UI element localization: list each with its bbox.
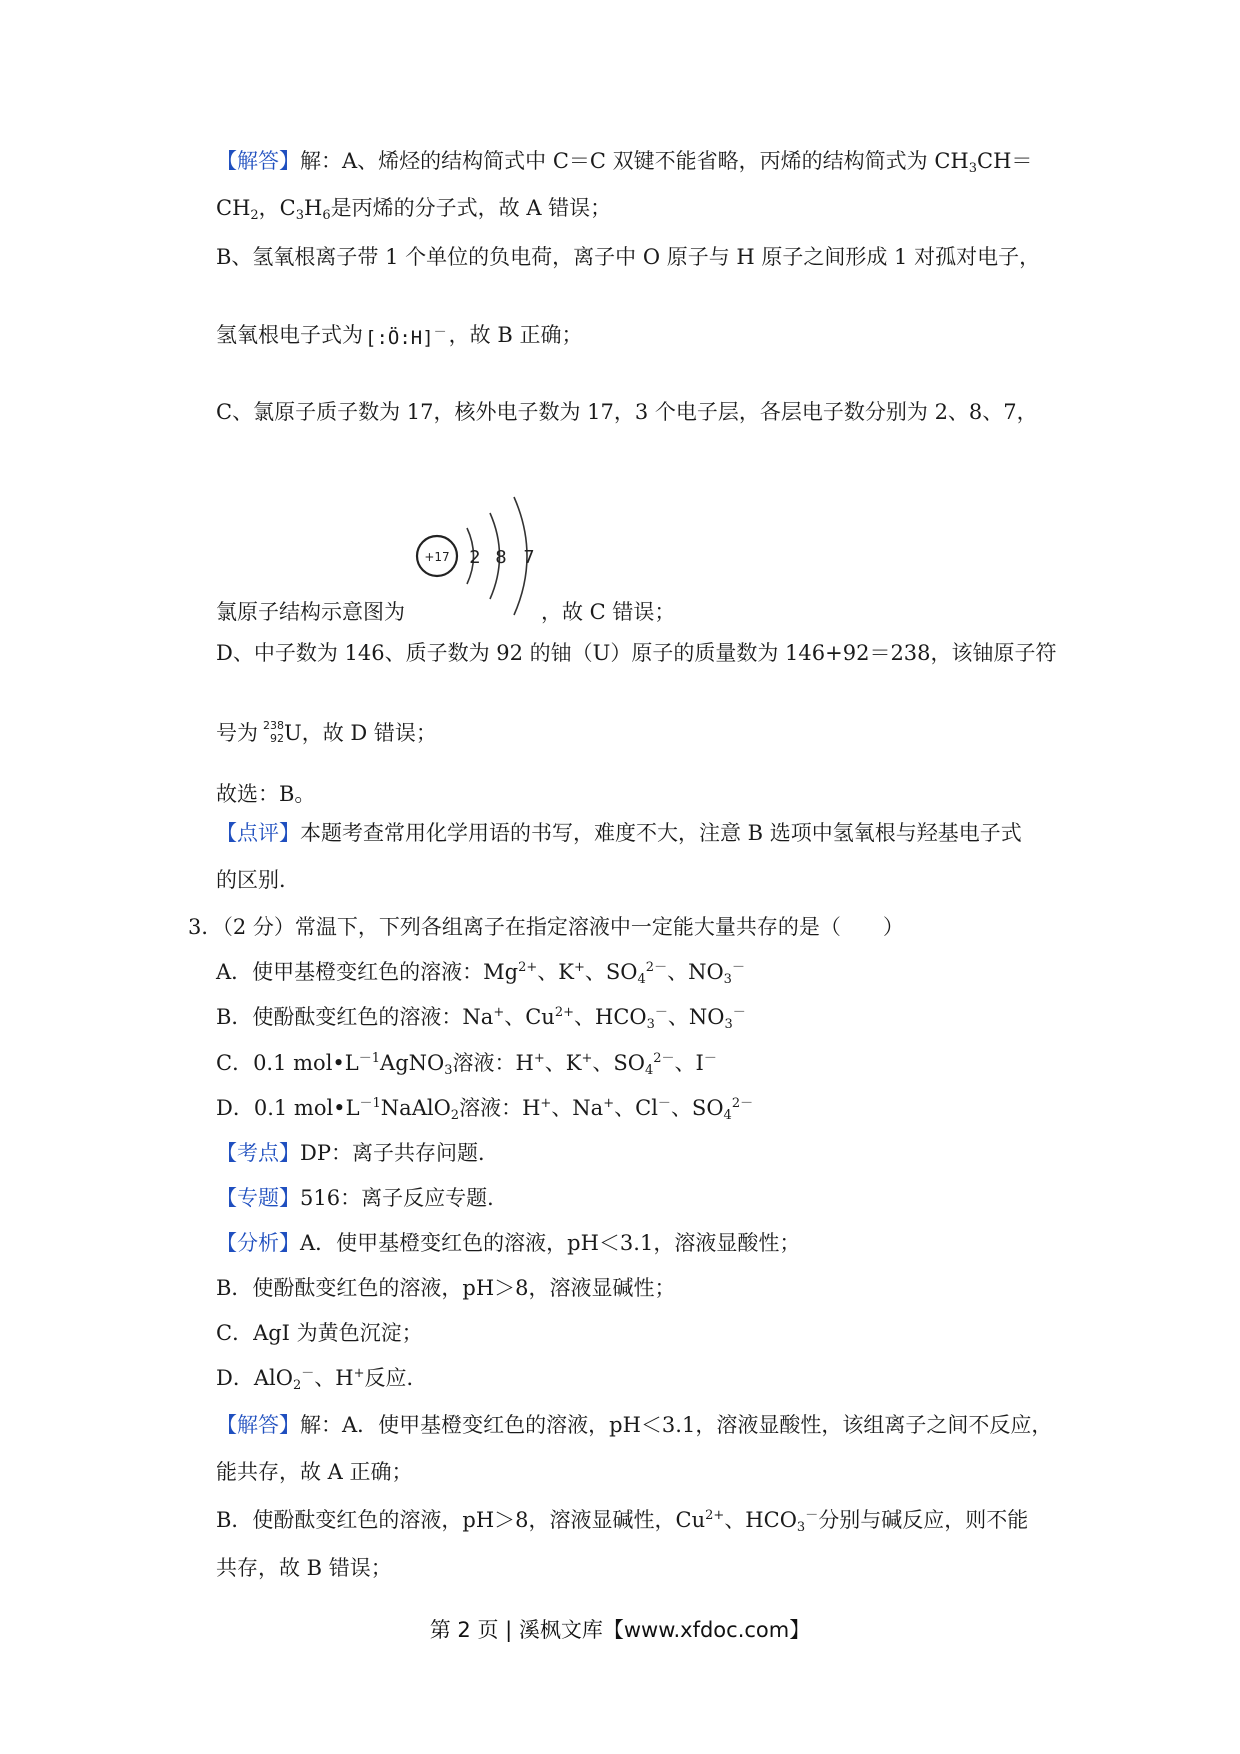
mass-number: 238 bbox=[263, 719, 284, 732]
subscript: 6 bbox=[322, 208, 331, 223]
text-line: C．AgI 为黄色沉淀； bbox=[216, 1321, 423, 1345]
subscript: 2 bbox=[250, 208, 259, 223]
answer-tag: 【解答】 bbox=[216, 149, 300, 173]
line-text: 516：离子反应专题． bbox=[300, 1186, 509, 1210]
superscript: 2+ bbox=[518, 960, 538, 975]
superscript: － bbox=[732, 1005, 746, 1020]
superscript: + bbox=[353, 1366, 365, 1381]
option-b bbox=[216, 1002, 746, 1032]
line-text: A．使甲基橙变红色的溶液，pH＜3.1，溶液显酸性； bbox=[300, 1231, 801, 1255]
line-text: 解：A、烯烃的结构简式中 C＝C 双键不能省略，丙烯的结构简式为 CH bbox=[300, 149, 969, 173]
superscript: － bbox=[703, 1051, 717, 1066]
superscript: + bbox=[574, 960, 585, 975]
text-line: 能共存，故 A 正确； bbox=[216, 1460, 413, 1484]
option-d bbox=[216, 1093, 753, 1123]
line-text: B．使酚酞变红色的溶液，pH＞8，溶液显碱性，Cu bbox=[216, 1508, 706, 1532]
option-c bbox=[216, 1048, 717, 1078]
text-line bbox=[216, 146, 1032, 176]
line-text: 、Na bbox=[551, 1096, 604, 1120]
superscript: + bbox=[493, 1005, 505, 1020]
superscript: － bbox=[657, 1096, 671, 1111]
element-symbol: U bbox=[284, 721, 302, 745]
subscript: 2 bbox=[292, 1378, 302, 1393]
subscript: 4 bbox=[723, 1108, 732, 1123]
hydroxide-electron-formula bbox=[365, 323, 447, 353]
superscript: －1 bbox=[358, 1051, 381, 1066]
zhuanti-tag: 【专题】 bbox=[216, 1186, 300, 1210]
kaodian-line bbox=[216, 1138, 499, 1168]
text-line: 故选：B。 bbox=[216, 782, 316, 806]
line-text: AgNO bbox=[380, 1051, 445, 1075]
superscript: + bbox=[603, 1096, 615, 1111]
superscript: －1 bbox=[359, 1096, 381, 1111]
line-text: 分别与碱反应，则不能 bbox=[818, 1508, 1029, 1532]
line-text: NaAlO bbox=[380, 1096, 451, 1120]
text-line bbox=[216, 1505, 1028, 1535]
line-text: CH＝ bbox=[977, 149, 1033, 173]
text-line bbox=[216, 718, 437, 748]
line-text: C．0.1 mol•L bbox=[216, 1051, 359, 1075]
fenxi-line bbox=[216, 1228, 800, 1258]
nucleus-charge: +17 bbox=[424, 550, 450, 564]
superscript: 2+ bbox=[705, 1508, 725, 1523]
line-text: ，C bbox=[258, 196, 296, 220]
line-text: 、NO bbox=[667, 960, 724, 984]
superscript: + bbox=[533, 1051, 545, 1066]
line-text: 、SO bbox=[670, 1096, 724, 1120]
superscript: － bbox=[805, 1508, 819, 1523]
line-text: 溶液：H bbox=[459, 1096, 541, 1120]
jieda-line bbox=[216, 1410, 1052, 1440]
text-line bbox=[216, 1363, 427, 1393]
line-text: 、Cl bbox=[614, 1096, 658, 1120]
subscript: 4 bbox=[644, 1063, 654, 1078]
line-text: 氯原子结构示意图为 bbox=[216, 600, 405, 624]
line-text: 溶液：H bbox=[452, 1051, 534, 1075]
line-text: 号为 bbox=[216, 721, 258, 745]
line-text: D．0.1 mol•L bbox=[216, 1096, 360, 1120]
line-text: 本题考查常用化学用语的书写，难度不大，注意 B 选项中氢氧根与羟基电子式 bbox=[300, 821, 1022, 845]
shell-count-2: 8 bbox=[495, 547, 507, 568]
comment-tag: 【点评】 bbox=[216, 821, 300, 845]
zhuanti-line bbox=[216, 1183, 508, 1213]
line-text: 反应． bbox=[364, 1366, 428, 1390]
line-text: 、NO bbox=[667, 1005, 725, 1029]
line-text: A．使甲基橙变红色的溶液：Mg bbox=[216, 960, 519, 984]
subscript: 4 bbox=[637, 972, 646, 987]
fenxi-tag: 【分析】 bbox=[216, 1231, 300, 1255]
text-line bbox=[216, 193, 611, 223]
subscript: 3 bbox=[968, 161, 977, 176]
superscript: + bbox=[540, 1096, 552, 1111]
line-text: H bbox=[304, 196, 323, 220]
text-line: D、中子数为 146、质子数为 92 的铀（U）原子的质量数为 146+92＝238，该铀原子符 bbox=[216, 641, 1057, 665]
superscript: 2+ bbox=[554, 1005, 574, 1020]
line-text: 氢氧根电子式为 bbox=[216, 323, 363, 347]
text-line bbox=[216, 320, 582, 353]
superscript: + bbox=[581, 1051, 593, 1066]
line-text: DP：离子共存问题． bbox=[300, 1141, 499, 1165]
superscript: 2－ bbox=[653, 1051, 675, 1066]
text-line: 的区别． bbox=[216, 868, 300, 892]
line-text: 、H bbox=[314, 1366, 354, 1390]
line-text: ，故 D 错误； bbox=[301, 721, 437, 745]
subscript: 3 bbox=[723, 972, 732, 987]
text-line: 共存，故 B 错误； bbox=[216, 1556, 392, 1580]
superscript: － bbox=[433, 325, 447, 340]
subscript: 3 bbox=[444, 1063, 453, 1078]
line-text: CH bbox=[216, 196, 251, 220]
subscript: 3 bbox=[724, 1017, 733, 1032]
question-3-stem: 3．（2 分）常温下，下列各组离子在指定溶液中一定能大量共存的是（ ） bbox=[188, 915, 904, 939]
line-text: 、K bbox=[544, 1051, 582, 1075]
shell-count-3: 7 bbox=[523, 547, 535, 568]
answer-tag: 【解答】 bbox=[216, 1413, 300, 1437]
shell-count-1: 2 bbox=[469, 547, 481, 568]
line-text: D．AlO bbox=[216, 1366, 293, 1390]
line-text: 、HCO bbox=[574, 1005, 647, 1029]
line-text: 、HCO bbox=[724, 1508, 797, 1532]
option-a bbox=[216, 957, 745, 987]
superscript: － bbox=[654, 1005, 668, 1020]
isotope-notation bbox=[263, 719, 284, 746]
text-line bbox=[216, 597, 675, 627]
text-line: B．使酚酞变红色的溶液，pH＞8，溶液显碱性； bbox=[216, 1276, 676, 1300]
text-line: B、氢氧根离子带 1 个单位的负电荷，离子中 O 原子与 H 原子之间形成 1 对孤对电子， bbox=[216, 245, 1041, 269]
subscript: 3 bbox=[646, 1017, 655, 1032]
superscript: 2－ bbox=[731, 1096, 754, 1111]
subscript: 2 bbox=[450, 1108, 460, 1123]
text-line bbox=[216, 818, 1022, 848]
superscript: － bbox=[731, 960, 745, 975]
superscript: － bbox=[301, 1366, 315, 1381]
kaodian-tag: 【考点】 bbox=[216, 1141, 300, 1165]
text-line: C、氯原子质子数为 17，核外电子数为 17，3 个电子层，各层电子数分别为 2、8、7， bbox=[216, 400, 1038, 424]
line-text: 是丙烯的分子式，故 A 错误； bbox=[330, 196, 612, 220]
subscript: 3 bbox=[295, 208, 305, 223]
line-text: ，故 B 正确； bbox=[448, 323, 583, 347]
superscript: 2－ bbox=[645, 960, 668, 975]
line-text: B．使酚酞变红色的溶液：Na bbox=[216, 1005, 494, 1029]
atomic-number: 92 bbox=[270, 732, 284, 745]
line-text: ，故 C 错误； bbox=[541, 600, 676, 624]
page-footer: 第 2 页 | 溪枫文库【www.xfdoc.com】 bbox=[429, 1618, 811, 1642]
subscript: 3 bbox=[796, 1520, 806, 1535]
line-text: 解：A．使甲基橙变红色的溶液，pH＜3.1，溶液显酸性，该组离子之间不反应， bbox=[300, 1413, 1053, 1437]
line-text: 、SO bbox=[584, 960, 638, 984]
line-text: 、I bbox=[674, 1051, 704, 1075]
line-text: 、K bbox=[537, 960, 574, 984]
line-text: 、Cu bbox=[504, 1005, 555, 1029]
line-text: 、SO bbox=[592, 1051, 645, 1075]
formula-text: [:Ö:H] bbox=[365, 327, 434, 349]
